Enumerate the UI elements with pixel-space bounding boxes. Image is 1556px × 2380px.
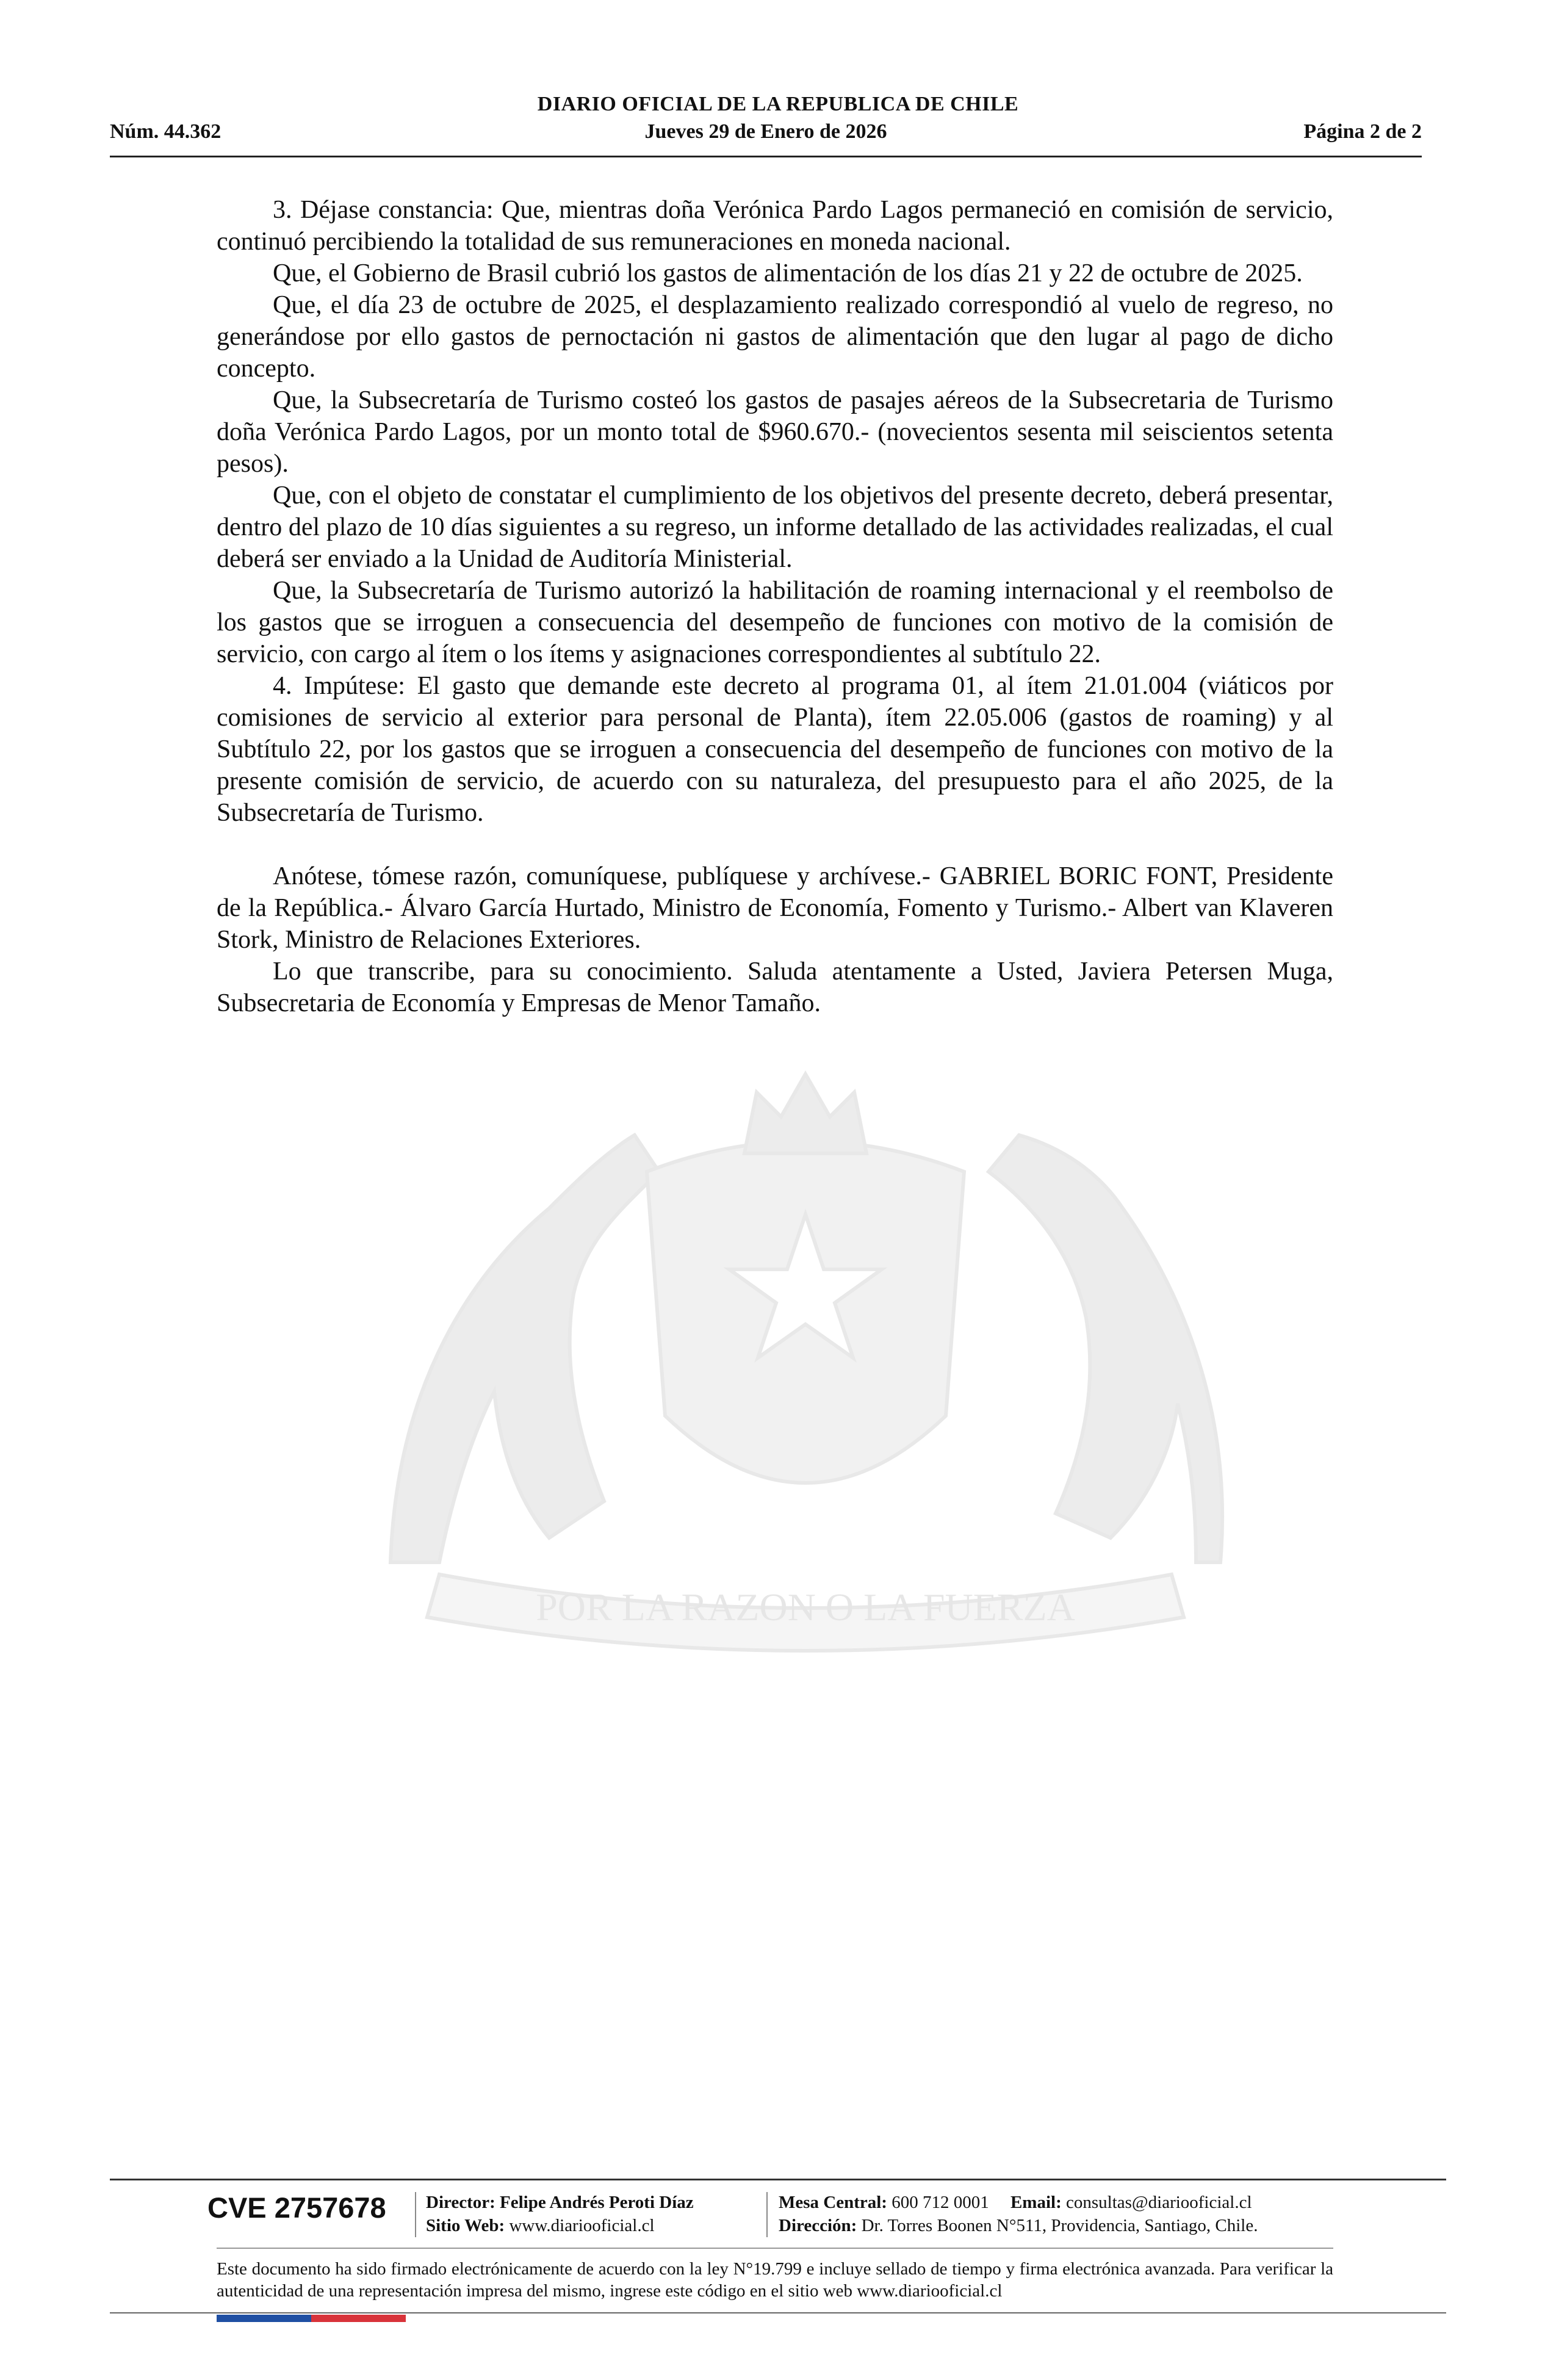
website-label: Sitio Web:	[426, 2216, 505, 2235]
chile-coat-of-arms-icon	[317, 952, 1294, 1684]
transcription-note: Lo que transcribe, para su conocimiento. Saluda atentamente a Usted, Javiera Petersen Muga, Subsecretaria de Economía y Empresas de Menor Tamaño.	[217, 957, 1333, 1017]
paragraph-6: Que, la Subsecretaría de Turismo autorizó la habilitación de roaming internacional y el reembolso de los gastos que se irroguen a consecuencia del desempeño de funciones con motivo de la comisión de servicio, con cargo al ítem o los ítems y asignaciones correspondientes al subtítulo 22.	[217, 577, 1333, 668]
phone-label: Mesa Central:	[779, 2193, 887, 2212]
director-name: Felipe Andrés Peroti Díaz	[500, 2193, 694, 2212]
footer-separator	[415, 2192, 416, 2237]
address-text: Dr. Torres Boonen N°511, Providencia, Santiago, Chile.	[861, 2216, 1258, 2235]
footer-director-block	[426, 2191, 694, 2237]
footer-divider-top	[110, 2179, 1446, 2180]
address-label: Dirección:	[779, 2216, 857, 2235]
website-link[interactable]: www.diariooficial.cl	[509, 2216, 655, 2235]
issue-number: Núm. 44.362	[110, 120, 222, 143]
decree-body	[217, 194, 1333, 1019]
watermark-motto: POR LA RAZON O LA FUERZA	[536, 1585, 1075, 1629]
flag-stripe-blue	[217, 2315, 311, 2322]
footer-contact-block	[779, 2191, 1258, 2237]
director-label: Director:	[426, 2193, 495, 2212]
newspaper-title: DIARIO OFICIAL DE LA REPUBLICA DE CHILE	[537, 93, 1019, 115]
paragraph-2: Que, el Gobierno de Brasil cubrió los gastos de alimentación de los días 21 y 22 de octubre de 2025.	[273, 259, 1303, 287]
page-number: Página 2 de 2	[1303, 120, 1422, 143]
phone-number: 600 712 0001	[891, 2193, 989, 2212]
closing-signatures: Anótese, tómese razón, comuníquese, publíquese y archívese.- GABRIEL BORIC FONT, Presidente de la República.- Álvaro García Hurtado, Ministro de Economía, Fomento y Turismo.- Albert van Klaveren Stork, Ministro de Relaciones Exteriores.	[217, 862, 1333, 954]
electronic-signature-disclaimer: Este documento ha sido firmado electrónicamente de acuerdo con la ley N°19.799 e incluye sellado de tiempo y firma electrónica avanzada. Para verificar la autenticidad de una representación impresa del mismo, ingrese este código en el sitio web www.diariooficial.cl	[217, 2259, 1333, 2301]
footer-separator	[766, 2192, 768, 2237]
email-label: Email:	[1010, 2193, 1062, 2212]
footer-divider-bottom	[110, 2312, 1446, 2313]
issue-date: Jueves 29 de Enero de 2026	[644, 120, 887, 143]
paragraph-1: 3. Déjase constancia: Que, mientras doña Verónica Pardo Lagos permaneció en comisión de servicio, continuó percibiendo la totalidad de sus remuneraciones en moneda nacional.	[217, 196, 1333, 256]
page-header	[110, 120, 1422, 147]
flag-stripe-red	[311, 2315, 406, 2322]
paragraph-7: 4. Impútese: El gasto que demande este decreto al programa 01, al ítem 21.01.004 (viáticos por comisiones de servicio al exterior para personal de Planta), ítem 22.05.006 (gastos de roaming) y al Subtítulo 22, por los gastos que se irroguen a consecuencia del desempeño de funciones con motivo de la presente comisión de servicio, de acuerdo con su naturaleza, del presupuesto para el año 2025, de la Subsecretaría de Turismo.	[217, 672, 1333, 827]
header-divider	[110, 156, 1422, 157]
footer-divider-mid	[217, 2248, 1333, 2249]
email-link[interactable]: consultas@diariooficial.cl	[1066, 2193, 1252, 2212]
cve-code: CVE 2757678	[207, 2191, 386, 2224]
paragraph-4: Que, la Subsecretaría de Turismo costeó los gastos de pasajes aéreos de la Subsecretaria de Turismo doña Verónica Pardo Lagos, por un monto total de $960.670.- (novecientos sesenta mil seiscientos setenta pesos).	[217, 386, 1333, 478]
paragraph-5: Que, con el objeto de constatar el cumplimiento de los objetivos del presente decreto, deberá presentar, dentro del plazo de 10 días siguientes a su regreso, un informe detallado de las actividades realizadas, el cual deberá ser enviado a la Unidad de Auditoría Ministerial.	[217, 481, 1333, 573]
paragraph-3: Que, el día 23 de octubre de 2025, el desplazamiento realizado correspondió al vuelo de regreso, no generándose por ello gastos de pernoctación ni gastos de alimentación que den lugar al pago de dicho concepto.	[217, 291, 1333, 383]
